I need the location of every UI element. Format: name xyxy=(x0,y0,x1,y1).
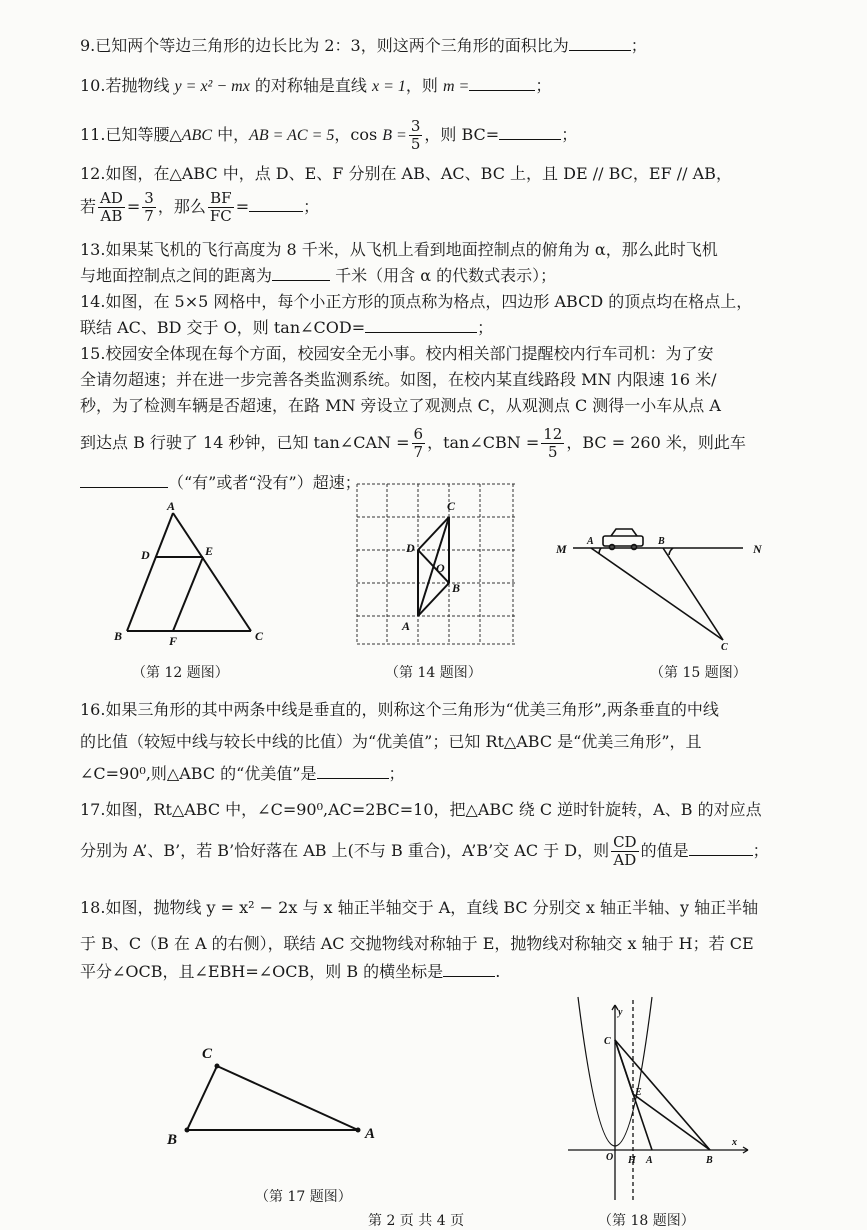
frac-den: 7 xyxy=(413,443,424,461)
fig14-label: A xyxy=(402,619,411,633)
fraction xyxy=(208,190,234,225)
q17-end: ； xyxy=(752,841,769,860)
q15-line4b: ，tan∠CBN = xyxy=(427,433,540,452)
q16-line2: 的比值（较短中线与较长中线的比值）为“优美值”；已知 Rt△ABC 是“优美三角形”，且 xyxy=(80,732,702,751)
frac-den: 7 xyxy=(144,207,154,225)
frac-num: 12 xyxy=(543,425,563,443)
frac-den: 5 xyxy=(410,135,421,153)
frac-num: 6 xyxy=(413,425,424,443)
q18-line1: 18.如图，抛物线 y = x² − 2x 与 x 轴正半轴交于 A，直线 BC 分别交 x 轴正半轴、y 轴正半轴 xyxy=(80,898,759,917)
frac-num: CD xyxy=(613,833,637,851)
caption-fig14: （第 14 题图） xyxy=(385,665,482,681)
fig14-label: C xyxy=(447,499,456,513)
q11-expr2: B = xyxy=(382,127,407,144)
answer-blank xyxy=(249,211,303,212)
q12-mid: ，那么 xyxy=(157,197,206,216)
fig14-label: D xyxy=(406,541,415,555)
answer-blank xyxy=(317,778,389,779)
q10-end: ； xyxy=(535,76,552,95)
q12-eq: = xyxy=(126,197,141,216)
question-11 xyxy=(80,118,780,153)
caption-fig18: （第 18 题图） xyxy=(598,1213,695,1229)
q11-expr: AB = AC = 5 xyxy=(249,127,335,144)
q15-line2: 全请勿超速；并在进一步完善各类监测系统。如图，在校内某直线路段 MN 内限速 16 米/ xyxy=(80,370,717,389)
question-15 xyxy=(80,344,780,493)
question-13 xyxy=(80,240,780,286)
frac-num: 3 xyxy=(410,117,421,135)
fraction xyxy=(409,118,423,153)
fraction xyxy=(611,834,639,869)
q13-line2b: 千米（用含 α 的代数式表示）； xyxy=(330,266,557,285)
q11-text-b: 中， xyxy=(211,125,250,144)
fig14-label: O xyxy=(436,561,445,575)
fig18-label: O xyxy=(606,1152,614,1163)
q11-abc: ABC xyxy=(181,127,212,144)
q10-expr2: x = 1 xyxy=(371,78,406,95)
fig18-label: y xyxy=(618,1007,623,1018)
fig15-label: A xyxy=(587,536,594,547)
q14-line2a: 联结 AC、BD 交于 O，则 tan∠COD= xyxy=(80,318,366,337)
figure-18 xyxy=(568,995,753,1200)
q12-end: ； xyxy=(303,197,320,216)
frac-den: AD xyxy=(613,851,637,869)
q14-line1: 14.如图，在 5×5 网格中，每个小正方形的顶点称为格点，四边形 ABCD 的顶点均在格点上， xyxy=(80,292,753,311)
q18-line2: 于 B、C（B 在 A 的右侧），联结 AC 交抛物线对称轴于 E，抛物线对称轴交 x 轴于 H；若 CE xyxy=(80,934,754,953)
fig15-label: B xyxy=(658,536,665,547)
car-icon xyxy=(603,529,643,550)
fraction xyxy=(541,426,564,461)
fig18-label: A xyxy=(646,1155,653,1166)
q13-line2a: 与地面控制点之间的距离为 xyxy=(80,266,273,285)
answer-blank xyxy=(499,139,561,140)
caption-fig12: （第 12 题图） xyxy=(132,665,229,681)
fig17-label: C xyxy=(202,1046,213,1062)
q11-text-c: ，cos xyxy=(334,125,378,144)
fig18-label: H xyxy=(628,1155,636,1166)
question-10 xyxy=(80,76,780,97)
fig12-label: C xyxy=(255,629,264,643)
frac-num: AD xyxy=(100,189,123,207)
caption-fig17: （第 17 题图） xyxy=(255,1189,352,1205)
q16-line1: 16.如果三角形的其中两条中线是垂直的，则称这个三角形为“优美三角形”,两条垂直的中线 xyxy=(80,700,719,719)
answer-blank xyxy=(443,976,495,977)
fig18-label: B xyxy=(706,1155,713,1166)
frac-den: FC xyxy=(209,207,232,225)
q16-end: ； xyxy=(388,764,405,783)
frac-num: BF xyxy=(210,189,232,207)
fraction xyxy=(98,190,125,225)
frac-den: 5 xyxy=(548,443,558,461)
fig12-label: D xyxy=(141,548,150,562)
fig18-label: x xyxy=(732,1137,737,1148)
question-16 xyxy=(80,700,780,784)
q9-end: ； xyxy=(630,36,647,55)
q10-text-b: 的对称轴是直线 xyxy=(249,76,372,95)
q17-line2b: 的值是 xyxy=(640,841,689,860)
q11-text-a: 11.已知等腰△ xyxy=(80,125,182,144)
fraction xyxy=(412,426,426,461)
q15-line4a: 到达点 B 行驶了 14 秒钟，已知 tan∠CAN = xyxy=(80,433,410,452)
fig12-label: E xyxy=(205,544,214,558)
fig12-label: B xyxy=(114,629,123,643)
q13-line1: 13.如果某飞机的飞行高度为 8 千米，从飞机上看到地面控制点的俯角为 α，那么此时飞机 xyxy=(80,240,718,259)
page-footer: 第 2 页 共 4 页 xyxy=(368,1213,465,1229)
q10-expr: y = x² − mx xyxy=(174,78,250,95)
q18-line3a: 平分∠OCB，且∠EBH=∠OCB，则 B 的横坐标是 xyxy=(80,962,444,981)
answer-blank xyxy=(569,50,631,51)
fig15-label: C xyxy=(721,642,728,653)
q10-text-a: 10.若抛物线 xyxy=(80,76,175,95)
answer-blank xyxy=(469,90,535,91)
question-9 xyxy=(80,36,780,56)
fig18-label: C xyxy=(604,1036,611,1047)
figure-17 xyxy=(162,1040,382,1150)
fig18-label: E xyxy=(635,1087,642,1098)
q11-end: ； xyxy=(561,125,578,144)
fig17-label: A xyxy=(365,1126,376,1142)
figure-12 xyxy=(105,495,285,655)
fig12-label: A xyxy=(167,499,176,513)
caption-fig15: （第 15 题图） xyxy=(650,665,747,681)
q12-eq2: = xyxy=(235,197,250,216)
q11-text-d: ，则 BC= xyxy=(424,125,500,144)
figure-14 xyxy=(355,482,520,647)
q15-line4c: ，BC = 260 米，则此车 xyxy=(566,433,746,452)
q9-text: 9.已知两个等边三角形的边长比为 2：3，则这两个三角形的面积比为 xyxy=(80,36,569,55)
frac-den: AB xyxy=(100,207,123,225)
q16-line3a: ∠C=90⁰,则△ABC 的“优美值”是 xyxy=(80,764,317,783)
fig15-label: N xyxy=(753,542,762,556)
figure-15 xyxy=(553,522,783,652)
q15-line3: 秒，为了检测车辆是否超速，在路 MN 旁设立了观测点 C，从观测点 C 测得一小车从点 A xyxy=(80,396,721,415)
fig17-label: B xyxy=(167,1132,178,1148)
q12-line1: 12.如图，在△ABC 中，点 D、E、F 分别在 AB、AC、BC 上，且 DE // BC，EF // AB， xyxy=(80,164,732,183)
q10-text-c: ，则 xyxy=(405,76,443,95)
fig12-label: F xyxy=(169,634,178,648)
answer-blank xyxy=(689,855,753,856)
frac-num: 3 xyxy=(144,189,154,207)
answer-blank xyxy=(80,487,168,488)
question-18 xyxy=(80,898,780,982)
fig14-label: B xyxy=(452,581,461,595)
answer-blank xyxy=(365,332,477,333)
q14-end: ； xyxy=(477,318,494,337)
q15-line5: （“有”或者“没有”）超速； xyxy=(168,473,361,492)
q15-line1: 15.校园安全体现在每个方面，校园安全无小事。校内相关部门提醒校内行车司机：为了安 xyxy=(80,344,714,363)
fraction xyxy=(142,190,156,225)
answer-blank xyxy=(272,280,330,281)
question-14 xyxy=(80,292,780,338)
q17-line2a: 分别为 A’、B’，若 B’恰好落在 AB 上(不与 B 重合)，A’B’交 AC 于 D，则 xyxy=(80,841,610,860)
question-12 xyxy=(80,164,780,225)
q18-end: . xyxy=(495,962,501,981)
q17-line1: 17.如图，Rt△ABC 中，∠C=90⁰,AC=2BC=10，把△ABC 绕 C 逆时针旋转，A、B 的对应点 xyxy=(80,800,762,819)
fig15-label: M xyxy=(556,542,567,556)
q10-expr3: m = xyxy=(442,78,470,95)
q12-ruo: 若 xyxy=(80,197,97,216)
question-17 xyxy=(80,800,780,869)
